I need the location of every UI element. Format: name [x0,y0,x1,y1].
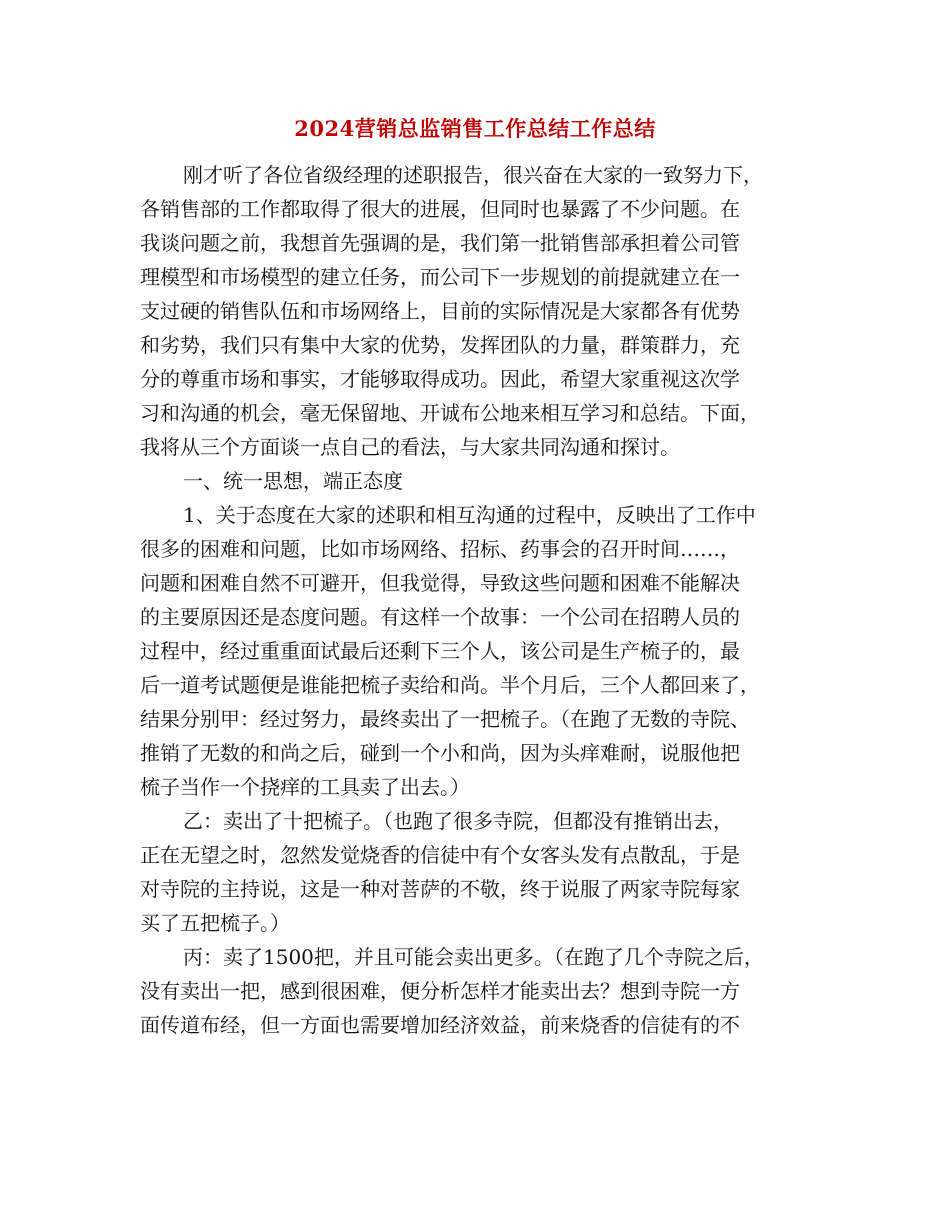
text-line: 买了五把梳子。） [140,911,290,935]
text-line: 和劣势，我们只有集中大家的优势，发挥团队的力量，群策群力，充 [140,333,740,357]
text-line: 很多的困难和问题，比如市场网络、招标、药事会的召开时间……， [140,537,740,561]
text-line: 习和沟通的机会，毫无保留地、开诚布公地来相互学习和总结。下面， [140,401,760,425]
text-line: 正在无望之时，忽然发觉烧香的信徒中有个女客头发有点散乱，于是 [140,843,740,867]
section-heading: 一、统一思想，端正态度 [183,469,403,493]
text-line: 1、关于态度在大家的述职和相互沟通的过程中，反映出了工作中 [183,503,756,527]
text-line: 我谈问题之前，我想首先强调的是，我们第一批销售部承担着公司管 [140,231,740,255]
text-line: 的主要原因还是态度问题。有这样一个故事：一个公司在招聘人员的 [140,605,740,629]
text-line: 我将从三个方面谈一点自己的看法，与大家共同沟通和探讨。 [140,435,680,459]
text-line: 梳子当作一个挠痒的工具卖了出去。） [140,775,470,799]
text-line: 乙：卖出了十把梳子。（也跑了很多寺院，但都没有推销出去， [183,809,733,833]
text-line: 刚才听了各位省级经理的述职报告，很兴奋在大家的一致努力下， [183,163,763,187]
text-line: 面传道布经，但一方面也需要增加经济效益，前来烧香的信徒有的不 [140,1013,740,1037]
text-line: 各销售部的工作都取得了很大的进展，但同时也暴露了不少问题。在 [140,197,740,221]
text-line: 没有卖出一把，感到很困难，便分析怎样才能卖出去？想到寺院一方 [140,979,740,1003]
text-line: 过程中，经过重重面试最后还剩下三个人，该公司是生产梳子的，最 [140,639,740,663]
text-line: 支过硬的销售队伍和市场网络上，目前的实际情况是大家都各有优势 [140,299,740,323]
document-body [140,158,830,1042]
text-line: 问题和困难自然不可避开，但我觉得，导致这些问题和困难不能解决 [140,571,740,595]
text-line: 后一道考试题便是谁能把梳子卖给和尚。半个月后，三个人都回来了， [140,673,760,697]
text-line: 结果分别甲：经过努力，最终卖出了一把梳子。（在跑了无数的寺院、 [140,707,750,731]
document-title: 2024营销总监销售工作总结工作总结 [294,116,656,141]
text-line: 对寺院的主持说，这是一种对菩萨的不敬，终于说服了两家寺院每家 [140,877,740,901]
text-line: 理模型和市场模型的建立任务，而公司下一步规划的前提就建立在一 [140,265,740,289]
text-line: 丙：卖了1500把，并且可能会卖出更多。（在跑了几个寺院之后， [183,945,764,969]
text-line: 分的尊重市场和事实，才能够取得成功。因此，希望大家重视这次学 [140,367,740,391]
text-line: 推销了无数的和尚之后，碰到一个小和尚，因为头痒难耐，说服他把 [140,741,740,765]
